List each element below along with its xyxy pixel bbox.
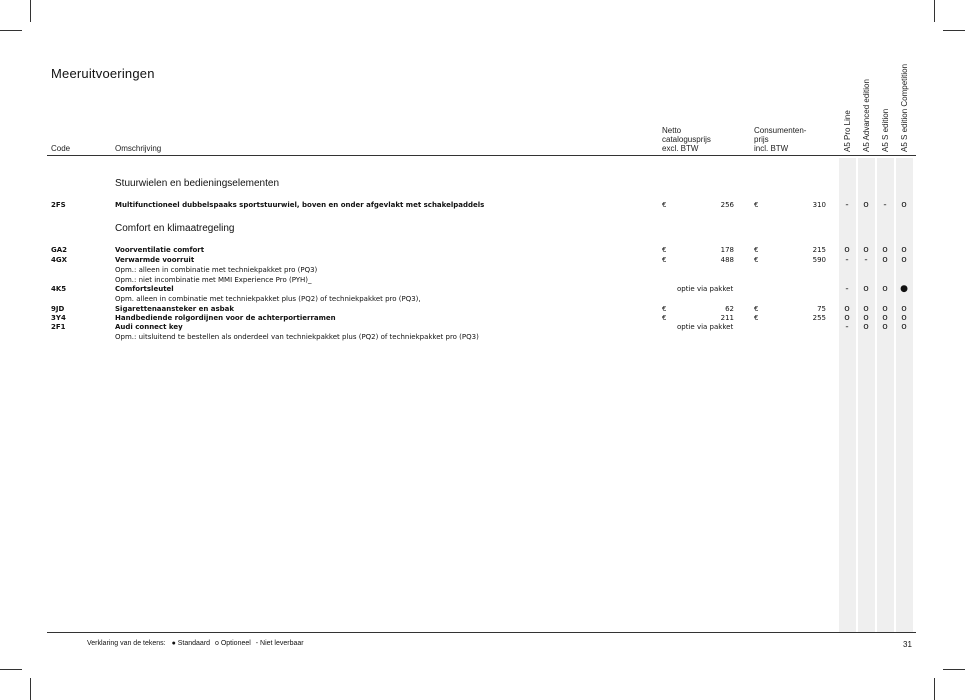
table-row	[0, 256, 965, 266]
availability-mark: o	[882, 313, 888, 323]
netto-currency: €	[662, 201, 667, 209]
header-description: Omschrijving	[115, 144, 162, 153]
edition-column-shade	[858, 158, 875, 632]
row-note: Opm.: uitsluitend te bestellen als onderdeel van techniekpakket plus (PQ2) of techniekpakket pro (PQ3)	[115, 333, 479, 341]
row-note: Opm. alleen in combinatie met techniekpakket plus (PQ2) of techniekpakket pro (PQ3),	[115, 295, 421, 303]
header-netto-line: excl. BTW	[662, 144, 699, 153]
availability-mark: o	[882, 255, 888, 265]
header-consumer-price	[754, 126, 806, 153]
header-edition: A5 Pro Line	[843, 110, 852, 152]
consumer-currency: €	[754, 246, 759, 254]
availability-mark: o	[901, 304, 907, 314]
availability-mark: o	[863, 322, 869, 332]
header-netto-price	[662, 126, 711, 153]
header-edition: A5 Advanced edition	[862, 79, 871, 152]
edition-column-shade	[839, 158, 856, 632]
consumer-price: 310	[812, 201, 826, 209]
consumer-price: 215	[812, 246, 826, 254]
table-row	[0, 285, 965, 295]
page-number: 31	[903, 640, 912, 649]
legend-not-available: - Niet leverbaar	[255, 640, 304, 647]
page-title: Meeruitvoeringen	[51, 66, 155, 81]
row-code: 2FS	[51, 201, 66, 209]
consumer-price: 590	[812, 256, 826, 264]
row-description: Comfortsleutel	[115, 285, 174, 293]
consumer-currency: €	[754, 305, 759, 313]
header-consumer-line: Consumenten-	[754, 126, 807, 135]
header-edition: A5 S edition	[881, 108, 890, 152]
header-consumer-line: incl. BTW	[754, 144, 789, 153]
section-title: Comfort en klimaatregeling	[115, 223, 235, 234]
availability-mark: o	[844, 245, 850, 255]
availability-mark: ●	[900, 284, 908, 294]
availability-mark: o	[882, 284, 888, 294]
netto-price: 488	[720, 256, 734, 264]
legend-label: Verklaring van de tekens:	[87, 640, 166, 647]
availability-mark: o	[863, 245, 869, 255]
row-code: 3Y4	[51, 314, 66, 322]
netto-currency: €	[662, 256, 667, 264]
availability-mark: -	[845, 200, 849, 210]
consumer-currency: €	[754, 314, 759, 322]
legend	[87, 640, 304, 647]
crop-mark	[943, 669, 965, 670]
netto-currency: €	[662, 246, 667, 254]
availability-mark: o	[882, 304, 888, 314]
footer-rule	[47, 632, 916, 633]
crop-mark	[0, 669, 22, 670]
row-note: Opm.: alleen in combinatie met techniekpakket pro (PQ3)	[115, 266, 318, 274]
availability-mark: o	[844, 304, 850, 314]
netto-currency: €	[662, 305, 667, 313]
consumer-currency: €	[754, 256, 759, 264]
crop-mark	[934, 678, 935, 700]
row-note: Opm.: niet incombinatie met MMI Experience Pro (PYH)_	[115, 276, 312, 284]
price-text: optie via pakket	[677, 285, 734, 293]
crop-mark	[0, 30, 22, 31]
availability-mark: -	[883, 200, 887, 210]
netto-price: 211	[720, 314, 734, 322]
crop-mark	[943, 30, 965, 31]
header-netto-line: catalogusprijs	[662, 135, 711, 144]
availability-mark: -	[845, 322, 849, 332]
availability-mark: o	[901, 255, 907, 265]
availability-mark: o	[882, 245, 888, 255]
row-code: GA2	[51, 246, 68, 254]
consumer-currency: €	[754, 201, 759, 209]
price-text: optie via pakket	[677, 323, 734, 331]
availability-mark: o	[863, 284, 869, 294]
consumer-price: 75	[817, 305, 826, 313]
availability-mark: o	[901, 313, 907, 323]
table-row	[0, 201, 965, 211]
row-description: Verwarmde voorruit	[115, 256, 195, 264]
availability-mark: o	[901, 200, 907, 210]
consumer-price: 255	[812, 314, 826, 322]
row-description: Audi connect key	[115, 323, 183, 331]
row-description: Handbediende rolgordijnen voor de achterportierramen	[115, 314, 336, 322]
netto-price: 62	[725, 305, 734, 313]
crop-mark	[934, 0, 935, 22]
row-description: Multifunctioneel dubbelspaaks sportstuurwiel, boven en onder afgevlakt met schakelpaddels	[115, 201, 485, 209]
legend-optional: o Optioneel	[215, 640, 251, 647]
availability-mark: o	[901, 322, 907, 332]
row-code: 4K5	[51, 285, 67, 293]
availability-mark: o	[844, 313, 850, 323]
row-code: 2F1	[51, 323, 66, 331]
crop-mark	[30, 0, 31, 22]
table-row	[0, 246, 965, 256]
header-consumer-line: prijs	[754, 135, 769, 144]
availability-mark: o	[882, 322, 888, 332]
netto-price: 256	[720, 201, 734, 209]
availability-mark: -	[864, 255, 868, 265]
row-description: Sigarettenaansteker en asbak	[115, 305, 235, 313]
netto-currency: €	[662, 314, 667, 322]
availability-mark: -	[845, 255, 849, 265]
header-edition: A5 S edition Competition	[900, 63, 909, 152]
table-row	[0, 323, 965, 333]
header-code: Code	[51, 144, 71, 153]
availability-mark: o	[863, 200, 869, 210]
header-rule	[47, 155, 916, 156]
availability-mark: o	[863, 304, 869, 314]
availability-mark: -	[845, 284, 849, 294]
edition-column-shade	[877, 158, 894, 632]
row-description: Voorventilatie comfort	[115, 246, 205, 254]
edition-column-shade	[896, 158, 913, 632]
header-netto-line: Netto	[662, 126, 682, 135]
row-code: 9JD	[51, 305, 65, 313]
section-title: Stuurwielen en bedieningselementen	[115, 178, 280, 189]
availability-mark: o	[863, 313, 869, 323]
legend-standard: ● Standaard	[171, 640, 211, 647]
netto-price: 178	[720, 246, 734, 254]
row-code: 4GX	[51, 256, 68, 264]
availability-mark: o	[901, 245, 907, 255]
crop-mark	[30, 678, 31, 700]
